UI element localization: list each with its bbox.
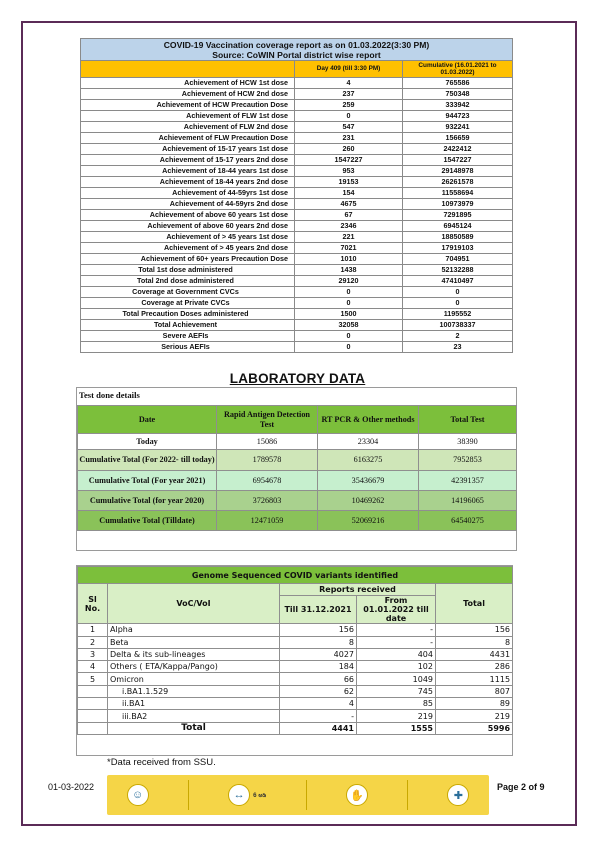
genome-row-from: 1049 <box>357 673 436 685</box>
laboratory-caption: Test done details <box>79 390 140 400</box>
genome-row-sl: 1 <box>78 624 108 636</box>
lab-row-label: Cumulative Total (for year 2020) <box>78 491 217 511</box>
vaccination-row-cumulative: 765586 <box>403 78 513 89</box>
genome-row-total: 8 <box>436 636 513 648</box>
vaccination-row <box>81 221 513 232</box>
lab-row-rat: 15086 <box>217 434 318 450</box>
lab-row-rat: 3726803 <box>217 491 318 511</box>
vaccination-row <box>81 166 513 177</box>
mask-icon: ☺ <box>127 784 149 806</box>
vaccination-row-day: 231 <box>295 133 403 144</box>
genome-total-blank <box>78 722 108 734</box>
vaccination-row-cumulative: 932241 <box>403 122 513 133</box>
lab-row-total: 64540275 <box>419 511 517 531</box>
banner-handwash <box>346 784 368 806</box>
banner-divider <box>306 780 307 810</box>
genome-row <box>78 685 513 697</box>
genome-row-variant: Omicron <box>108 673 280 685</box>
vaccination-row-cumulative: 23 <box>403 342 513 353</box>
banner-doctor <box>447 784 469 806</box>
genome-title: Genome Sequenced COVID variants identified <box>78 567 513 584</box>
vaccination-row-day: 4675 <box>295 199 403 210</box>
vaccination-title-cell <box>81 39 513 61</box>
genome-row-till: 4 <box>280 698 357 710</box>
genome-row-sl: 5 <box>78 673 108 685</box>
vaccination-row-day: 2346 <box>295 221 403 232</box>
vaccination-row-cumulative: 0 <box>403 298 513 309</box>
vaccination-row-label: Severe AEFIs <box>81 331 295 342</box>
lab-row-rat: 6954678 <box>217 471 318 491</box>
vaccination-row-cumulative: 7291895 <box>403 210 513 221</box>
vaccination-row-cumulative: 6945124 <box>403 221 513 232</box>
vaccination-row-label: Total 1st dose administered <box>81 265 295 276</box>
vaccination-row-cumulative: 2422412 <box>403 144 513 155</box>
vaccination-row <box>81 298 513 309</box>
vaccination-row-cumulative: 2 <box>403 331 513 342</box>
vaccination-row-day: 953 <box>295 166 403 177</box>
vaccination-row <box>81 342 513 353</box>
genome-row-variant: Alpha <box>108 624 280 636</box>
vaccination-row <box>81 287 513 298</box>
lab-row-total: 42391357 <box>419 471 517 491</box>
vaccination-row-label: Achievement of 44-59yrs 1st dose <box>81 188 295 199</box>
lab-row-total: 14196065 <box>419 491 517 511</box>
genome-total-total: 5996 <box>436 722 513 734</box>
vaccination-row-label: Total Achievement <box>81 320 295 331</box>
vaccination-row-day: 0 <box>295 342 403 353</box>
vaccination-row-day: 1547227 <box>295 155 403 166</box>
genome-row <box>78 673 513 685</box>
source-note: *Data received from SSU. <box>107 757 216 768</box>
genome-total-from: 1555 <box>357 722 436 734</box>
vaccination-row-cumulative: 18850589 <box>403 232 513 243</box>
vaccination-row <box>81 144 513 155</box>
vaccination-row-label: Total Precaution Doses administered <box>81 309 295 320</box>
vaccination-row-label: Achievement of 18-44 years 1st dose <box>81 166 295 177</box>
vaccination-row-label: Achievement of FLW 1st dose <box>81 111 295 122</box>
genome-row-till: - <box>280 710 357 722</box>
vaccination-row-day: 221 <box>295 232 403 243</box>
vaccination-row-label: Serious AEFIs <box>81 342 295 353</box>
vaccination-row-day: 1500 <box>295 309 403 320</box>
vaccination-row-cumulative: 17919103 <box>403 243 513 254</box>
genome-row-variant: iii.BA2 <box>108 710 280 722</box>
vaccination-row-day: 154 <box>295 188 403 199</box>
genome-head-till: Till 31.12.2021 <box>280 596 357 624</box>
vaccination-row <box>81 276 513 287</box>
vaccination-row-cumulative: 1547227 <box>403 155 513 166</box>
vaccination-row <box>81 155 513 166</box>
vaccination-row-cumulative: 0 <box>403 287 513 298</box>
genome-row-variant: ii.BA1 <box>108 698 280 710</box>
genome-row-sl <box>78 685 108 697</box>
genome-row <box>78 648 513 660</box>
vaccination-row-day: 7021 <box>295 243 403 254</box>
genome-row-from: 745 <box>357 685 436 697</box>
vaccination-row-day: 29120 <box>295 276 403 287</box>
vaccination-row <box>81 199 513 210</box>
vaccination-head-blank <box>81 61 295 78</box>
genome-row-total: 4431 <box>436 648 513 660</box>
vaccination-row-day: 260 <box>295 144 403 155</box>
genome-row-variant: Others ( ETA/Kappa/Pango) <box>108 661 280 673</box>
vaccination-row-cumulative: 29148978 <box>403 166 513 177</box>
vaccination-row <box>81 122 513 133</box>
lab-row-rat: 12471059 <box>217 511 318 531</box>
genome-row <box>78 636 513 648</box>
vaccination-row <box>81 232 513 243</box>
genome-row-till: 184 <box>280 661 357 673</box>
genome-row <box>78 698 513 710</box>
genome-row-till: 156 <box>280 624 357 636</box>
vaccination-row-label: Coverage at Government CVCs <box>81 287 295 298</box>
lab-head-rat: Rapid Antigen Detection Test <box>217 406 318 434</box>
vaccination-row-label: Total 2nd dose administered <box>81 276 295 287</box>
genome-row-from: - <box>357 636 436 648</box>
vaccination-row-day: 4 <box>295 78 403 89</box>
genome-row-from: 219 <box>357 710 436 722</box>
vaccination-row <box>81 210 513 221</box>
lab-row-rtpcr: 52069216 <box>318 511 419 531</box>
vaccination-row-day: 1010 <box>295 254 403 265</box>
vaccination-row-cumulative: 333942 <box>403 100 513 111</box>
vaccination-row <box>81 320 513 331</box>
vaccination-title: COVID-19 Vaccination coverage report as on 01.03.2022(3:30 PM) <box>163 39 430 50</box>
vaccination-row <box>81 243 513 254</box>
lab-row-rtpcr: 23304 <box>318 434 419 450</box>
banner-divider <box>407 780 408 810</box>
vaccination-row-day: 547 <box>295 122 403 133</box>
vaccination-row-label: Achievement of 15-17 years 2nd dose <box>81 155 295 166</box>
lab-head-rtpcr: RT PCR & Other methods <box>318 406 419 434</box>
vaccination-row-day: 0 <box>295 287 403 298</box>
genome-row <box>78 624 513 636</box>
vaccination-row-cumulative: 1195552 <box>403 309 513 320</box>
vaccination-source: Source: CoWIN Portal district wise report <box>212 49 381 60</box>
lab-row-rtpcr: 10469262 <box>318 491 419 511</box>
genome-row-sl <box>78 710 108 722</box>
lab-head-total: Total Test <box>419 406 517 434</box>
genome-total-label: Total <box>108 722 280 734</box>
vaccination-row <box>81 89 513 100</box>
vaccination-row-cumulative: 156659 <box>403 133 513 144</box>
lab-row-label: Cumulative Total (Tilldate) <box>78 511 217 531</box>
genome-row-variant: Beta <box>108 636 280 648</box>
vaccination-row-cumulative: 26261578 <box>403 177 513 188</box>
genome-head-sl: Sl No. <box>78 584 108 624</box>
genome-head-total: Total <box>436 584 513 624</box>
footer-date: 01-03-2022 <box>48 782 95 792</box>
vaccination-row-label: Achievement of > 45 years 1st dose <box>81 232 295 243</box>
vaccination-row <box>81 254 513 265</box>
genome-row-total: 286 <box>436 661 513 673</box>
genome-row <box>78 661 513 673</box>
genome-row-total: 89 <box>436 698 513 710</box>
genome-total-till: 4441 <box>280 722 357 734</box>
genome-row-till: 66 <box>280 673 357 685</box>
vaccination-row-cumulative: 10973979 <box>403 199 513 210</box>
handwash-icon: ✋ <box>346 784 368 806</box>
vaccination-row-label: Achievement of HCW 1st dose <box>81 78 295 89</box>
vaccination-row <box>81 331 513 342</box>
footer-page-number: Page 2 of 9 <box>497 782 545 792</box>
vaccination-row-day: 32058 <box>295 320 403 331</box>
vaccination-row-label: Achievement of > 45 years 2nd dose <box>81 243 295 254</box>
laboratory-table <box>77 405 517 531</box>
vaccination-row-day: 259 <box>295 100 403 111</box>
genome-row-total: 156 <box>436 624 513 636</box>
covid-safety-banner <box>107 775 489 815</box>
vaccination-row-day: 0 <box>295 111 403 122</box>
vaccination-row-day: 19153 <box>295 177 403 188</box>
vaccination-row-label: Coverage at Private CVCs <box>81 298 295 309</box>
genome-row-from: 404 <box>357 648 436 660</box>
vaccination-row <box>81 188 513 199</box>
vaccination-row <box>81 100 513 111</box>
genome-row-sl: 3 <box>78 648 108 660</box>
vaccination-row-day: 0 <box>295 331 403 342</box>
laboratory-heading: LABORATORY DATA <box>229 371 366 386</box>
genome-head-voc: VoC/VoI <box>108 584 280 624</box>
genome-row-variant: i.BA1.1.529 <box>108 685 280 697</box>
vaccination-table <box>80 38 513 353</box>
genome-row-sl: 2 <box>78 636 108 648</box>
vaccination-row-day: 67 <box>295 210 403 221</box>
banner-distance <box>228 784 266 806</box>
banner-mask <box>127 784 149 806</box>
vaccination-head-day: Day 409 (till 3:30 PM) <box>295 61 403 78</box>
genome-row-total: 1115 <box>436 673 513 685</box>
genome-row-sl: 4 <box>78 661 108 673</box>
genome-head-reports: Reports received <box>280 584 436 596</box>
vaccination-row-label: Achievement of above 60 years 2nd dose <box>81 221 295 232</box>
lab-row-rtpcr: 35436679 <box>318 471 419 491</box>
vaccination-row-cumulative: 944723 <box>403 111 513 122</box>
genome-row-sl <box>78 698 108 710</box>
genome-row-variant: Delta & its sub-lineages <box>108 648 280 660</box>
vaccination-row-cumulative: 52132288 <box>403 265 513 276</box>
lab-row-label: Today <box>78 434 217 450</box>
vaccination-row-cumulative: 47410497 <box>403 276 513 287</box>
lab-row-label: Cumulative Total (For 2022- till today) <box>78 450 217 471</box>
vaccination-head-cumulative: Cumulative (16.01.2021 to 01.03.2022) <box>403 61 513 78</box>
genome-row-from: - <box>357 624 436 636</box>
vaccination-row <box>81 111 513 122</box>
vaccination-row-cumulative: 100738337 <box>403 320 513 331</box>
vaccination-row <box>81 309 513 320</box>
genome-row-till: 8 <box>280 636 357 648</box>
lab-row-rtpcr: 6163275 <box>318 450 419 471</box>
banner-distance-text: 6 ಅಡಿ <box>253 791 267 799</box>
vaccination-row-label: Achievement of 18-44 years 2nd dose <box>81 177 295 188</box>
lab-row-rat: 1789578 <box>217 450 318 471</box>
lab-row-label: Cumulative Total (For year 2021) <box>78 471 217 491</box>
genome-row-total: 219 <box>436 710 513 722</box>
genome-row-from: 102 <box>357 661 436 673</box>
vaccination-row-label: Achievement of FLW 2nd dose <box>81 122 295 133</box>
distance-icon: ↔ <box>228 784 250 806</box>
vaccination-row-day: 0 <box>295 298 403 309</box>
vaccination-row <box>81 133 513 144</box>
vaccination-row-label: Achievement of 44-59yrs 2nd dose <box>81 199 295 210</box>
vaccination-row <box>81 177 513 188</box>
vaccination-row-label: Achievement of 15-17 years 1st dose <box>81 144 295 155</box>
genome-row <box>78 710 513 722</box>
vaccination-row-cumulative: 750348 <box>403 89 513 100</box>
vaccination-row <box>81 265 513 276</box>
vaccination-row-cumulative: 704951 <box>403 254 513 265</box>
genome-row-till: 62 <box>280 685 357 697</box>
vaccination-row-label: Achievement of FLW Precaution Dose <box>81 133 295 144</box>
vaccination-row-label: Achievement of HCW 2nd dose <box>81 89 295 100</box>
vaccination-row-label: Achievement of 60+ years Precaution Dose <box>81 254 295 265</box>
vaccination-row-day: 1438 <box>295 265 403 276</box>
lab-row-total: 7952853 <box>419 450 517 471</box>
doctor-icon: ✚ <box>447 784 469 806</box>
vaccination-rows <box>81 78 513 353</box>
genome-head-from: From 01.01.2022 till date <box>357 596 436 624</box>
banner-divider <box>188 780 189 810</box>
genome-row-from: 85 <box>357 698 436 710</box>
vaccination-row-day: 237 <box>295 89 403 100</box>
lab-row-total: 38390 <box>419 434 517 450</box>
genome-row-till: 4027 <box>280 648 357 660</box>
vaccination-row-label: Achievement of above 60 years 1st dose <box>81 210 295 221</box>
genome-rows <box>78 624 513 722</box>
genome-table <box>77 566 513 735</box>
vaccination-row-cumulative: 11558694 <box>403 188 513 199</box>
vaccination-row <box>81 78 513 89</box>
genome-row-total: 807 <box>436 685 513 697</box>
lab-head-date: Date <box>78 406 217 434</box>
vaccination-row-label: Achievement of HCW Precaution Dose <box>81 100 295 111</box>
